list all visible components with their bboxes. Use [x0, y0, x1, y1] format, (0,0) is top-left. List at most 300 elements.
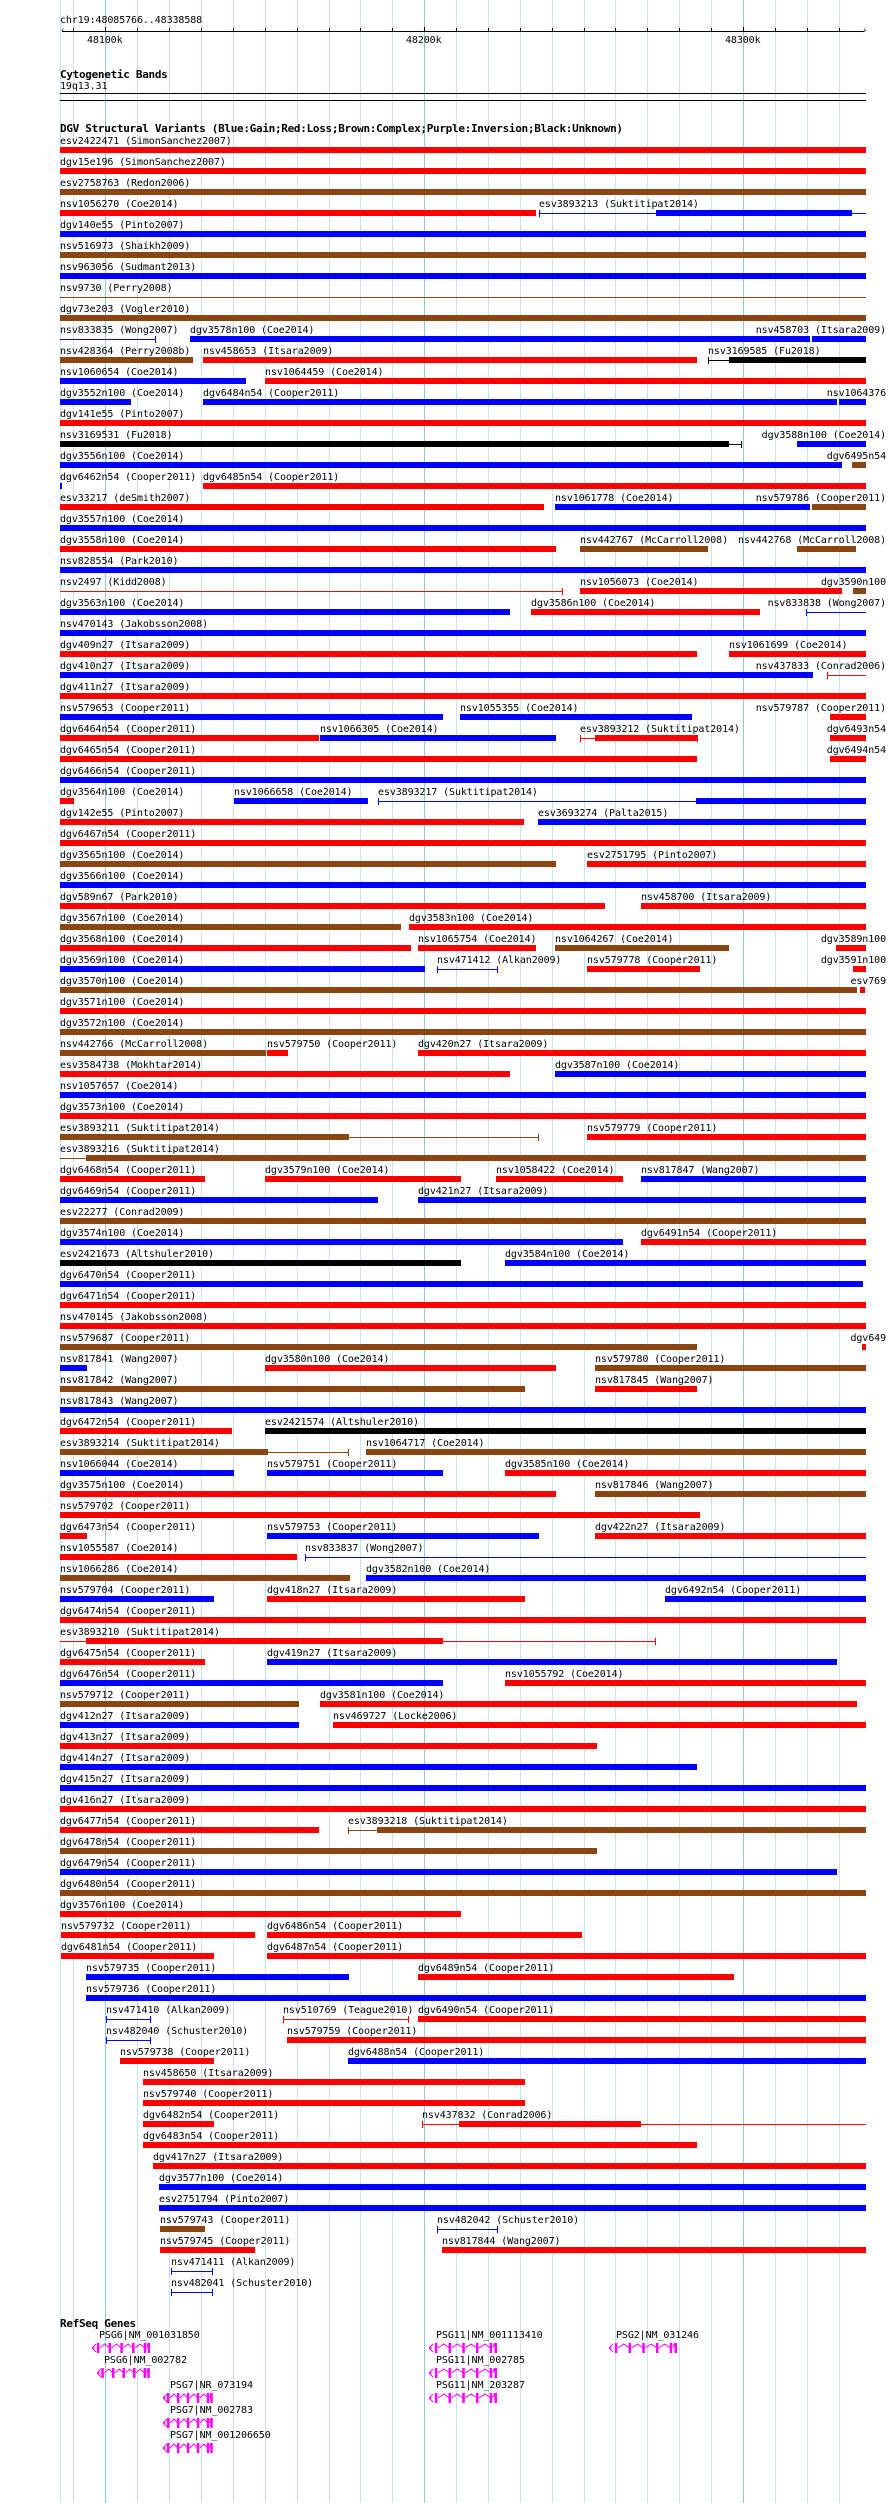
sv-feature-bar[interactable] [60, 441, 729, 447]
sv-feature-bar[interactable] [595, 1386, 697, 1392]
sv-label[interactable]: dgv142e55 (Pinto2007) [60, 808, 185, 819]
sv-label[interactable]: dgv6479n54 (Cooper2011) [60, 1858, 197, 1869]
sv-feature-bar[interactable] [60, 1092, 866, 1098]
sv-label[interactable]: dgv6494n54 [826, 745, 886, 756]
sv-feature-bar[interactable] [60, 567, 866, 573]
sv-label[interactable]: dgv6472n54 (Cooper2011) [60, 1417, 197, 1428]
sv-feature-bar[interactable] [595, 1365, 866, 1371]
sv-feature-bar[interactable] [860, 987, 866, 993]
sv-feature-bar[interactable] [505, 1470, 866, 1476]
sv-label[interactable]: nsv1064267 (Coe2014) [555, 934, 674, 945]
sv-feature-bar[interactable] [60, 672, 813, 678]
sv-feature-bar[interactable] [267, 1596, 525, 1602]
sv-feature-bar[interactable] [60, 861, 556, 867]
sv-label[interactable]: nsv579750 (Cooper2011) [267, 1039, 398, 1050]
sv-feature-bar[interactable] [267, 1932, 582, 1938]
sv-label[interactable]: dgv6462n54 (Cooper2011) [60, 472, 197, 483]
sv-label[interactable]: dgv3571n100 (Coe2014) [60, 997, 185, 1008]
sv-feature-bar[interactable] [60, 1596, 214, 1602]
sv-feature-bar[interactable] [159, 2184, 866, 2190]
sv-label[interactable]: nsv442767 (McCarroll2008) [580, 535, 729, 546]
sv-label[interactable]: nsv471412 (Alkan2009) [437, 955, 562, 966]
sv-feature-bar[interactable] [60, 1281, 863, 1287]
sv-feature-bar[interactable] [143, 2121, 214, 2127]
sv-feature-line[interactable] [106, 2019, 152, 2020]
gene-label[interactable]: PSG11|NM_203287 [436, 2380, 525, 2391]
sv-feature-bar[interactable] [153, 2163, 866, 2169]
sv-feature-line[interactable] [106, 2040, 152, 2041]
sv-label[interactable]: nsv482041 (Schuster2010) [171, 2278, 314, 2289]
sv-label[interactable]: nsv579743 (Cooper2011) [160, 2215, 291, 2226]
sv-label[interactable]: dgv6483n54 (Cooper2011) [143, 2131, 280, 2142]
sv-feature-bar[interactable] [460, 714, 691, 720]
sv-feature-bar[interactable] [839, 399, 865, 405]
gene-label[interactable]: PSG2|NM_031246 [616, 2330, 699, 2341]
sv-feature-bar[interactable] [555, 504, 810, 510]
sv-feature-bar[interactable] [459, 2121, 642, 2127]
sv-label[interactable]: dgv6475n54 (Cooper2011) [60, 1648, 197, 1659]
sv-feature-bar[interactable] [60, 693, 866, 699]
sv-label[interactable]: dgv6481n54 (Cooper2011) [61, 1942, 198, 1953]
sv-label[interactable]: nsv471410 (Alkan2009) [106, 2005, 231, 2016]
sv-feature-bar[interactable] [538, 819, 866, 825]
sv-feature-bar[interactable] [143, 2142, 697, 2148]
sv-feature-bar[interactable] [60, 147, 866, 153]
sv-feature-bar[interactable] [60, 1533, 87, 1539]
sv-feature-bar[interactable] [60, 1176, 205, 1182]
sv-label[interactable]: nsv579751 (Cooper2011) [267, 1459, 398, 1470]
sv-label[interactable]: nsv579738 (Cooper2011) [120, 2047, 251, 2058]
sv-feature-bar[interactable] [418, 1050, 866, 1056]
sv-feature-bar[interactable] [60, 231, 866, 237]
sv-label[interactable]: dgv3582n100 (Coe2014) [366, 1564, 491, 1575]
sv-label[interactable]: nsv579780 (Cooper2011) [595, 1354, 726, 1365]
sv-label[interactable]: nsv817843 (Wang2007) [60, 1396, 179, 1407]
sv-label[interactable]: dgv15e196 (SimonSanchez2007) [60, 157, 226, 168]
sv-label[interactable]: dgv418n27 (Itsara2009) [267, 1585, 398, 1596]
sv-label[interactable]: nsv833835 (Wong2007) [60, 325, 179, 336]
sv-label[interactable]: dgv3588n100 (Coe2014) [761, 430, 886, 441]
sv-feature-bar[interactable] [418, 1974, 734, 1980]
sv-label[interactable]: nsv458653 (Itsara2009) [203, 346, 334, 357]
sv-feature-bar[interactable] [60, 630, 866, 636]
sv-label[interactable]: nsv1066044 (Coe2014) [60, 1459, 179, 1470]
sv-feature-line[interactable] [806, 612, 866, 613]
sv-feature-bar[interactable] [60, 798, 74, 804]
sv-feature-bar[interactable] [60, 210, 536, 216]
sv-feature-bar[interactable] [60, 714, 443, 720]
sv-label[interactable]: dgv6490n54 (Cooper2011) [418, 2005, 555, 2016]
sv-feature-bar[interactable] [60, 1428, 232, 1434]
sv-feature-bar[interactable] [60, 819, 524, 825]
sv-label[interactable]: nsv1056073 (Coe2014) [580, 577, 699, 588]
sv-label[interactable]: nsv579745 (Cooper2011) [160, 2236, 291, 2247]
sv-feature-bar[interactable] [830, 756, 866, 762]
sv-feature-bar[interactable] [203, 399, 837, 405]
sv-label[interactable]: nsv510769 (Teague2010) [283, 2005, 414, 2016]
sv-feature-bar[interactable] [797, 441, 866, 447]
sv-label[interactable]: nsv3169531 (Fu2018) [60, 430, 173, 441]
sv-feature-bar[interactable] [641, 1239, 866, 1245]
sv-feature-bar[interactable] [60, 1575, 350, 1581]
sv-feature-bar[interactable] [60, 735, 319, 741]
sv-label[interactable]: dgv6486n54 (Cooper2011) [267, 1921, 404, 1932]
sv-feature-bar[interactable] [60, 609, 510, 615]
sv-label[interactable]: dgv3580n100 (Coe2014) [265, 1354, 390, 1365]
sv-label[interactable]: nsv482042 (Schuster2010) [437, 2215, 580, 2226]
sv-label[interactable]: dgv416n27 (Itsara2009) [60, 1795, 191, 1806]
sv-label[interactable]: dgv3563n100 (Coe2014) [60, 598, 185, 609]
sv-label[interactable]: nsv482040 (Schuster2010) [106, 2026, 249, 2037]
sv-label[interactable]: dgv6478n54 (Cooper2011) [60, 1837, 197, 1848]
sv-label[interactable]: dgv3556n100 (Coe2014) [60, 451, 185, 462]
sv-feature-bar[interactable] [60, 1197, 378, 1203]
gene-model[interactable] [609, 2342, 678, 2354]
sv-label[interactable]: dgv3566n100 (Coe2014) [60, 871, 185, 882]
gene-model[interactable] [163, 2442, 213, 2454]
sv-label[interactable]: nsv458650 (Itsara2009) [143, 2068, 274, 2079]
gene-model[interactable] [429, 2342, 498, 2354]
sv-label[interactable]: nsv817841 (Wang2007) [60, 1354, 179, 1365]
sv-feature-bar[interactable] [265, 1176, 462, 1182]
sv-feature-bar[interactable] [60, 1554, 297, 1560]
sv-feature-bar[interactable] [60, 1869, 837, 1875]
sv-feature-bar[interactable] [60, 1806, 866, 1812]
gene-model[interactable] [97, 2367, 150, 2379]
sv-label[interactable]: esv2751795 (Pinto2007) [587, 850, 718, 861]
sv-feature-bar[interactable] [320, 735, 556, 741]
sv-feature-bar[interactable] [797, 546, 856, 552]
sv-label[interactable]: nsv579732 (Cooper2011) [61, 1921, 192, 1932]
sv-label[interactable]: esv2421574 (Altshuler2010) [265, 1417, 419, 1428]
sv-feature-line[interactable] [827, 675, 866, 676]
sv-label[interactable]: dgv6476n54 (Cooper2011) [60, 1669, 197, 1680]
sv-feature-bar[interactable] [60, 1617, 866, 1623]
sv-label[interactable]: nsv579653 (Cooper2011) [60, 703, 191, 714]
sv-label[interactable]: nsv579786 (Cooper2011) [755, 493, 886, 504]
sv-label[interactable]: esv33217 (deSmith2007) [60, 493, 191, 504]
sv-feature-bar[interactable] [265, 378, 866, 384]
sv-feature-line[interactable] [437, 969, 498, 970]
gene-model[interactable] [429, 2392, 498, 2404]
sv-label[interactable]: nsv3169585 (Fu2018) [708, 346, 821, 357]
sv-label[interactable]: dgv6473n54 (Cooper2011) [60, 1522, 197, 1533]
sv-feature-bar[interactable] [190, 336, 809, 342]
sv-feature-bar[interactable] [60, 1344, 697, 1350]
sv-feature-bar[interactable] [267, 1050, 288, 1056]
sv-label[interactable]: esv2758763 (Redon2006) [60, 178, 191, 189]
sv-feature-bar[interactable] [418, 1197, 866, 1203]
sv-feature-bar[interactable] [505, 1680, 866, 1686]
sv-label[interactable]: dgv3587n100 (Coe2014) [555, 1060, 680, 1071]
sv-feature-line[interactable] [305, 1557, 866, 1558]
sv-feature-bar[interactable] [580, 546, 708, 552]
sv-label[interactable]: esv3893213 (Suktitipat2014) [539, 199, 699, 210]
sv-feature-bar[interactable] [60, 1386, 525, 1392]
sv-label[interactable]: dgv6489n54 (Cooper2011) [418, 1963, 555, 1974]
sv-feature-bar[interactable] [203, 483, 865, 489]
sv-feature-bar[interactable] [60, 1050, 266, 1056]
sv-label[interactable]: nsv2497 (Kidd2008) [60, 577, 167, 588]
ruler[interactable] [0, 0, 890, 50]
sv-feature-bar[interactable] [348, 2058, 866, 2064]
sv-feature-bar[interactable] [580, 588, 842, 594]
sv-feature-bar[interactable] [853, 588, 866, 594]
sv-label[interactable]: dgv6480n54 (Cooper2011) [60, 1879, 197, 1890]
gene-label[interactable]: PSG6|NM_002782 [104, 2355, 187, 2366]
sv-label[interactable]: dgv421n27 (Itsara2009) [418, 1186, 549, 1197]
sv-feature-bar[interactable] [320, 1701, 857, 1707]
sv-feature-bar[interactable] [595, 1533, 866, 1539]
sv-feature-bar[interactable] [60, 1407, 866, 1413]
sv-label[interactable]: esv22277 (Conrad2009) [60, 1207, 185, 1218]
sv-feature-bar[interactable] [60, 924, 401, 930]
sv-label[interactable]: nsv579759 (Cooper2011) [287, 2026, 418, 2037]
sv-feature-bar[interactable] [60, 1743, 597, 1749]
sv-feature-bar[interactable] [641, 1176, 866, 1182]
sv-label[interactable]: dgv6464n54 (Cooper2011) [60, 724, 197, 735]
sv-feature-bar[interactable] [60, 273, 866, 279]
sv-label[interactable]: nsv1055792 (Coe2014) [505, 1669, 624, 1680]
sv-label[interactable]: nsv1055587 (Coe2014) [60, 1543, 179, 1554]
sv-label[interactable]: nsv471411 (Alkan2009) [171, 2257, 296, 2268]
sv-label[interactable]: dgv3568n100 (Coe2014) [60, 934, 185, 945]
sv-label[interactable]: dgv410n27 (Itsara2009) [60, 661, 191, 672]
sv-feature-bar[interactable] [665, 1596, 866, 1602]
sv-label[interactable]: nsv579753 (Cooper2011) [267, 1522, 398, 1533]
gene-label[interactable]: PSG11|NM_001113410 [436, 2330, 543, 2341]
sv-feature-bar[interactable] [333, 1722, 866, 1728]
sv-label[interactable]: esv2422471 (SimonSanchez2007) [60, 136, 232, 147]
sv-label[interactable]: nsv470145 (Jakobsson2008) [60, 1312, 209, 1323]
sv-label[interactable]: dgv412n27 (Itsara2009) [60, 1711, 191, 1722]
sv-label[interactable]: dgv3581n100 (Coe2014) [320, 1690, 445, 1701]
sv-label[interactable]: dgv6471n54 (Cooper2011) [60, 1291, 197, 1302]
sv-feature-bar[interactable] [587, 1134, 866, 1140]
sv-label[interactable]: esv3693274 (Palta2015) [538, 808, 669, 819]
sv-label[interactable]: nsv817844 (Wang2007) [442, 2236, 561, 2247]
sv-feature-bar[interactable] [60, 1491, 556, 1497]
sv-feature-bar[interactable] [587, 861, 866, 867]
sv-feature-bar[interactable] [862, 1344, 866, 1350]
sv-label[interactable]: nsv469727 (Locke2006) [333, 1711, 458, 1722]
sv-feature-bar[interactable] [60, 966, 425, 972]
sv-label[interactable]: dgv3573n100 (Coe2014) [60, 1102, 185, 1113]
sv-feature-bar[interactable] [60, 189, 866, 195]
sv-label[interactable]: dgv6468n54 (Cooper2011) [60, 1165, 197, 1176]
sv-label[interactable]: dgv6465n54 (Cooper2011) [60, 745, 197, 756]
sv-feature-bar[interactable] [595, 1491, 866, 1497]
sv-feature-bar[interactable] [60, 483, 62, 489]
sv-feature-bar[interactable] [729, 357, 866, 363]
sv-feature-line[interactable] [437, 2229, 498, 2230]
sv-feature-bar[interactable] [234, 798, 367, 804]
sv-label[interactable]: nsv442766 (McCarroll2008) [60, 1039, 209, 1050]
sv-feature-bar[interactable] [418, 2016, 866, 2022]
sv-label[interactable]: dgv3565n100 (Coe2014) [60, 850, 185, 861]
sv-label[interactable]: dgv3590n100 [820, 577, 886, 588]
sv-feature-bar[interactable] [641, 903, 866, 909]
sv-label[interactable]: dgv140e55 (Pinto2007) [60, 220, 185, 231]
sv-feature-bar[interactable] [60, 378, 246, 384]
sv-label[interactable]: dgv3552n100 (Coe2014) [60, 388, 185, 399]
sv-label[interactable]: dgv420n27 (Itsara2009) [418, 1039, 549, 1050]
sv-label[interactable]: dgv422n27 (Itsara2009) [595, 1522, 726, 1533]
sv-label[interactable]: nsv458700 (Itsara2009) [641, 892, 772, 903]
sv-feature-bar[interactable] [60, 1680, 443, 1686]
sv-label[interactable]: dgv414n27 (Itsara2009) [60, 1753, 191, 1764]
sv-label[interactable]: dgv3577n100 (Coe2014) [159, 2173, 284, 2184]
sv-feature-bar[interactable] [160, 2247, 255, 2253]
sv-feature-bar[interactable] [143, 2079, 525, 2085]
sv-feature-bar[interactable] [60, 1029, 866, 1035]
sv-feature-bar[interactable] [60, 357, 193, 363]
sv-feature-bar[interactable] [265, 1428, 866, 1434]
sv-feature-bar[interactable] [267, 1659, 837, 1665]
sv-label[interactable]: dgv6485n54 (Cooper2011) [203, 472, 340, 483]
sv-feature-bar[interactable] [555, 1071, 866, 1077]
sv-label[interactable]: nsv1064459 (Coe2014) [265, 367, 384, 378]
sv-label[interactable]: nsv579740 (Cooper2011) [143, 2089, 274, 2100]
sv-label[interactable]: nsv963056 (Sudmant2013) [60, 262, 197, 273]
sv-label[interactable]: dgv3569n100 (Coe2014) [60, 955, 185, 966]
sv-label[interactable]: nsv437833 (Conrad2006) [755, 661, 886, 672]
sv-feature-bar[interactable] [60, 168, 866, 174]
sv-feature-bar[interactable] [729, 651, 866, 657]
sv-feature-line[interactable] [60, 339, 156, 340]
sv-label[interactable]: dgv415n27 (Itsara2009) [60, 1774, 191, 1785]
sv-label[interactable]: nsv1060654 (Coe2014) [60, 367, 179, 378]
sv-label[interactable]: nsv1057657 (Coe2014) [60, 1081, 179, 1092]
sv-feature-bar[interactable] [60, 525, 866, 531]
sv-feature-bar[interactable] [287, 2037, 866, 2043]
sv-feature-bar[interactable] [377, 1827, 866, 1833]
sv-feature-bar[interactable] [86, 1638, 443, 1644]
sv-label[interactable]: dgv3575n100 (Coe2014) [60, 1480, 185, 1491]
sv-label[interactable]: dgv6493n54 [826, 724, 886, 735]
sv-feature-bar[interactable] [555, 945, 729, 951]
sv-feature-bar[interactable] [120, 2058, 214, 2064]
sv-feature-bar[interactable] [418, 945, 536, 951]
sv-feature-bar[interactable] [60, 1260, 461, 1266]
sv-label[interactable]: nsv579712 (Cooper2011) [60, 1690, 191, 1701]
sv-feature-bar[interactable] [531, 609, 761, 615]
sv-label[interactable]: esv3893211 (Suktitipat2014) [60, 1123, 220, 1134]
gene-label[interactable]: PSG7|NM_002783 [170, 2405, 253, 2416]
sv-label[interactable]: nsv1066286 (Coe2014) [60, 1564, 179, 1575]
sv-feature-bar[interactable] [587, 966, 700, 972]
sv-feature-bar[interactable] [595, 735, 698, 741]
sv-label[interactable]: nsv579779 (Cooper2011) [587, 1123, 718, 1134]
sv-label[interactable]: nsv470143 (Jakobsson2008) [60, 619, 209, 630]
sv-label[interactable]: nsv9730 (Perry2008) [60, 283, 173, 294]
sv-feature-bar[interactable] [505, 1260, 866, 1266]
sv-label[interactable]: nsv817847 (Wang2007) [641, 1165, 760, 1176]
sv-label[interactable]: dgv141e55 (Pinto2007) [60, 409, 185, 420]
sv-label[interactable]: nsv437832 (Conrad2006) [422, 2110, 553, 2121]
sv-feature-bar[interactable] [86, 1995, 866, 2001]
sv-feature-bar[interactable] [60, 399, 131, 405]
sv-feature-bar[interactable] [442, 2247, 866, 2253]
sv-feature-line[interactable] [283, 2019, 409, 2020]
sv-label[interactable]: dgv3557n100 (Coe2014) [60, 514, 185, 525]
sv-label[interactable]: dgv417n27 (Itsara2009) [153, 2152, 284, 2163]
sv-label[interactable]: nsv1064717 (Coe2014) [366, 1438, 485, 1449]
sv-label[interactable]: dgv6492n54 (Cooper2011) [665, 1585, 802, 1596]
sv-feature-bar[interactable] [60, 1113, 866, 1119]
sv-feature-bar[interactable] [60, 1071, 510, 1077]
gene-model[interactable] [429, 2367, 498, 2379]
sv-feature-bar[interactable] [409, 924, 866, 930]
sv-label[interactable]: dgv3567n100 (Coe2014) [60, 913, 185, 924]
sv-label[interactable]: nsv1058422 (Coe2014) [496, 1165, 615, 1176]
sv-feature-line[interactable] [60, 591, 563, 592]
sv-feature-bar[interactable] [60, 420, 866, 426]
sv-feature-bar[interactable] [656, 210, 851, 216]
sv-label[interactable]: nsv442768 (McCarroll2008) [737, 535, 886, 546]
sv-feature-bar[interactable] [60, 252, 866, 258]
sv-label[interactable]: esv2421673 (Altshuler2010) [60, 1249, 214, 1260]
sv-feature-bar[interactable] [830, 735, 866, 741]
sv-feature-bar[interactable] [60, 1323, 866, 1329]
sv-feature-bar[interactable] [267, 1953, 866, 1959]
sv-label[interactable]: dgv3579n100 (Coe2014) [265, 1165, 390, 1176]
sv-label[interactable]: nsv579736 (Cooper2011) [86, 1984, 217, 1995]
sv-feature-bar[interactable] [60, 756, 697, 762]
sv-label[interactable]: dgv3572n100 (Coe2014) [60, 1018, 185, 1029]
sv-label[interactable]: nsv1065754 (Coe2014) [418, 934, 537, 945]
sv-feature-bar[interactable] [61, 1932, 255, 1938]
sv-feature-bar[interactable] [60, 1512, 700, 1518]
sv-feature-bar[interactable] [836, 945, 866, 951]
gene-label[interactable]: PSG7|NR_073194 [170, 2380, 253, 2391]
sv-label[interactable]: esv3893216 (Suktitipat2014) [60, 1144, 220, 1155]
sv-label[interactable]: dgv3585n100 (Coe2014) [505, 1459, 630, 1470]
gene-label[interactable]: PSG6|NM_001031850 [99, 2330, 200, 2341]
sv-label[interactable]: dgv3576n100 (Coe2014) [60, 1900, 185, 1911]
gene-label[interactable]: PSG7|NM_001206650 [170, 2430, 271, 2441]
sv-feature-bar[interactable] [853, 966, 866, 972]
sv-label[interactable]: dgv6488n54 (Cooper2011) [348, 2047, 485, 2058]
sv-label[interactable]: esv3584738 (Mokhtar2014) [60, 1060, 203, 1071]
sv-label[interactable]: dgv3583n100 (Coe2014) [409, 913, 534, 924]
sv-label[interactable]: dgv6477n54 (Cooper2011) [60, 1816, 197, 1827]
sv-label[interactable]: nsv579704 (Cooper2011) [60, 1585, 191, 1596]
sv-feature-bar[interactable] [60, 1890, 866, 1896]
sv-label[interactable]: dgv6467n54 (Cooper2011) [60, 829, 197, 840]
sv-feature-bar[interactable] [60, 546, 556, 552]
sv-label[interactable]: dgv3558n100 (Coe2014) [60, 535, 185, 546]
sv-label[interactable]: nsv817845 (Wang2007) [595, 1375, 714, 1386]
sv-feature-bar[interactable] [60, 1785, 866, 1791]
sv-feature-bar[interactable] [60, 1722, 299, 1728]
sv-label[interactable]: esv2751794 (Pinto2007) [159, 2194, 290, 2205]
sv-feature-bar[interactable] [852, 462, 866, 468]
sv-label[interactable]: nsv579778 (Cooper2011) [587, 955, 718, 966]
sv-label[interactable]: nsv1066305 (Coe2014) [320, 724, 439, 735]
sv-label[interactable]: dgv3589n100 [820, 934, 886, 945]
sv-label[interactable]: dgv6495n54 [826, 451, 886, 462]
sv-label[interactable]: dgv6491n54 (Cooper2011) [641, 1228, 778, 1239]
sv-feature-line[interactable] [60, 297, 866, 298]
sv-label[interactable]: esv3893218 (Suktitipat2014) [348, 1816, 508, 1827]
sv-label[interactable]: nsv1056270 (Coe2014) [60, 199, 179, 210]
sv-feature-bar[interactable] [60, 987, 857, 993]
sv-feature-bar[interactable] [60, 1134, 349, 1140]
sv-feature-bar[interactable] [86, 1155, 866, 1161]
sv-label[interactable]: dgv3578n100 (Coe2014) [190, 325, 315, 336]
sv-label[interactable]: dgv589n67 (Park2010) [60, 892, 179, 903]
